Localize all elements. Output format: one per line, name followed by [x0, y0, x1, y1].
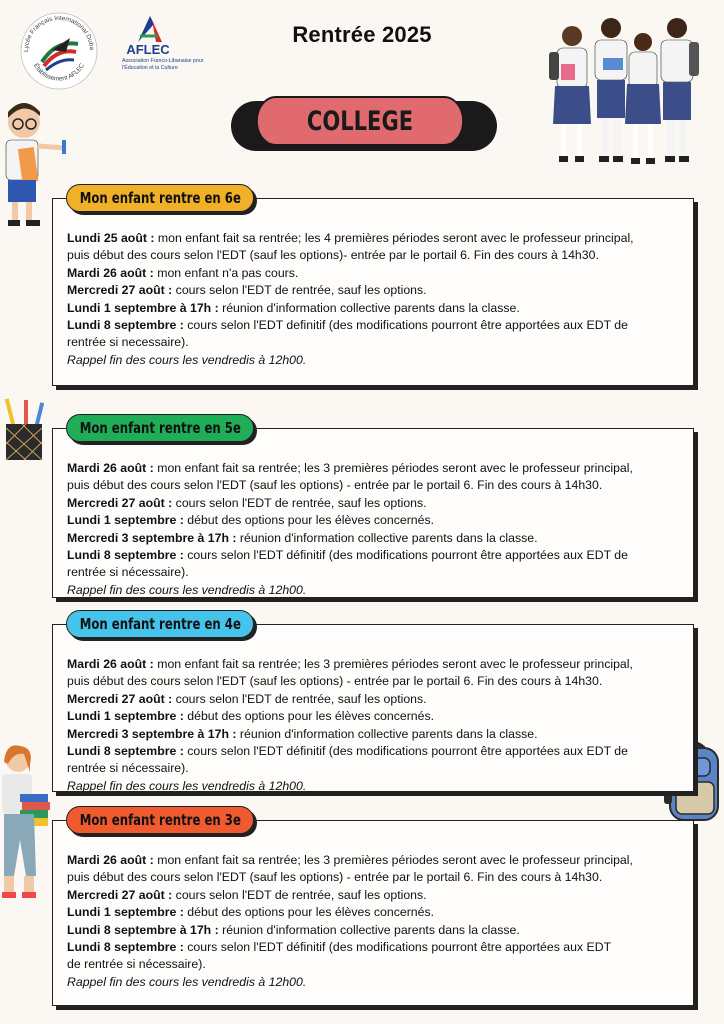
- schedule-date: Lundi 1 septembre :: [67, 905, 184, 920]
- schedule-line: [67, 887, 687, 904]
- schedule-line: [67, 743, 687, 760]
- schedule-line: [67, 477, 687, 494]
- schedule-text: cours selon l'EDT de rentrée, sauf les options.: [172, 495, 427, 510]
- schedule-date: Lundi 1 septembre :: [67, 513, 184, 528]
- schedule-text: début des options pour les élèves concernés.: [183, 513, 435, 528]
- schedule-text: puis début des cours selon l'EDT (sauf les options) - entrée par le portail 6. Fin des cours à 14h30.: [67, 674, 603, 689]
- schedule-date: Lundi 1 septembre à 17h :: [67, 300, 219, 315]
- schedule-line: [67, 869, 687, 886]
- reminder-note: Rappel fin des cours les vendredis à 12h00.: [67, 582, 307, 597]
- schedule-date: Lundi 1 septembre :: [67, 709, 184, 724]
- schedule-date: Lundi 8 septembre :: [67, 940, 184, 955]
- schedule-line: [67, 691, 687, 708]
- schedule-date: Mardi 26 août :: [67, 461, 154, 475]
- schedule-line: [67, 317, 687, 334]
- schedule-date: Lundi 8 septembre :: [67, 548, 184, 563]
- schedule-text: de rentrée si nécessaire).: [67, 957, 206, 972]
- schedule-text: cours selon l'EDT définitif (des modifications pourront être apportées aux EDT de: [183, 548, 628, 563]
- schedule-date: Lundi 8 septembre :: [67, 318, 184, 333]
- section-box: [52, 624, 694, 792]
- schedule-line: [67, 547, 687, 564]
- schedule-line: [67, 247, 687, 264]
- schedule-line: [67, 512, 687, 529]
- schedule-line: [67, 656, 687, 673]
- grade-tag: [66, 806, 254, 834]
- schedule-text: puis début des cours selon l'EDT (sauf les options)- entrée par le portail 6. Fin des cours à 14h30.: [67, 248, 599, 263]
- schedule-date: Lundi 25 août :: [67, 231, 155, 245]
- schedule-text: cours selon l'EDT de rentrée, sauf les options.: [172, 887, 427, 902]
- schedule-date: Mardi 26 août :: [67, 265, 154, 280]
- schedule-text: cours selon l'EDT de rentrée, sauf les options.: [172, 283, 427, 298]
- aflec-subtitle: Association Franco-Libanaise pour l'Éducation et la Culture: [122, 58, 204, 71]
- aflec-logo: [118, 14, 218, 84]
- pencil-cup-illustration: [2, 398, 48, 464]
- grade-tag: [66, 184, 254, 212]
- schedule-text: rentrée si necessaire).: [67, 335, 189, 350]
- students-illustration: [545, 12, 705, 170]
- schedule-line: [67, 956, 687, 973]
- schedule-text: début des options pour les élèves concernés.: [183, 709, 435, 724]
- schedule-text: mon enfant fait sa rentrée; les 3 premières périodes seront avec le professeur principal,: [153, 853, 633, 867]
- girl-illustration: [0, 742, 52, 908]
- grade-tag-label: Mon enfant rentre en 5e: [79, 419, 241, 437]
- college-banner: [227, 96, 499, 152]
- page-title: Rentrée 2025: [292, 22, 432, 47]
- schedule-text: réunion d'information collective parents dans la classe.: [236, 530, 538, 545]
- schedule-date: Mardi 26 août :: [67, 853, 154, 867]
- schedule-line: [67, 265, 687, 282]
- schedule-line: [67, 564, 687, 581]
- reminder-note: Rappel fin des cours les vendredis à 12h00.: [67, 352, 307, 367]
- schedule-text: rentrée si nécessaire).: [67, 761, 189, 776]
- schedule-date: Mercredi 3 septembre à 17h :: [67, 530, 237, 545]
- schedule-text: réunion d'information collective parents dans la classe.: [218, 300, 520, 315]
- schedule-date: Mardi 26 août :: [67, 657, 154, 671]
- schedule-text: cours selon l'EDT de rentrée, sauf les options.: [172, 691, 427, 706]
- schedule-date: Mercredi 27 août :: [67, 691, 173, 706]
- schedule-line: [67, 530, 687, 547]
- schedule-line: [67, 922, 687, 939]
- schedule-line: [67, 300, 687, 317]
- schedule-text: puis début des cours selon l'EDT (sauf les options) - entrée par le portail 6. Fin des cours à 14h30.: [67, 870, 603, 885]
- schedule-text: cours selon l'EDT définitif (des modifications pourront être apportées aux EDT: [183, 940, 612, 955]
- schedule-line: [67, 460, 687, 477]
- schedule-date: Mercredi 27 août :: [67, 283, 173, 298]
- schedule-text: mon enfant fait sa rentrée; les 4 premières périodes seront avec le professeur principal,: [154, 231, 634, 245]
- grade-tag-label: Mon enfant rentre en 3e: [79, 811, 241, 829]
- schedule-date: Mercredi 3 septembre à 17h :: [67, 726, 237, 741]
- grade-tag-label: Mon enfant rentre en 6e: [79, 189, 241, 207]
- schedule-line: [67, 230, 687, 247]
- schedule-text: début des options pour les élèves concernés.: [183, 905, 435, 920]
- schedule-date: Mercredi 27 août :: [67, 495, 173, 510]
- reminder-note: Rappel fin des cours les vendredis à 12h00.: [67, 974, 307, 989]
- schedule-line: [67, 673, 687, 690]
- schedule-line: [67, 334, 687, 351]
- schedule-date: Mercredi 27 août :: [67, 887, 173, 902]
- schedule-date: Lundi 8 septembre à 17h :: [67, 922, 219, 937]
- schedule-text: mon enfant fait sa rentrée; les 3 premières périodes seront avec le professeur principal,: [153, 461, 633, 475]
- section-box: [52, 198, 694, 386]
- lfi-logo: [18, 10, 100, 92]
- aflec-name: AFLEC: [126, 42, 170, 57]
- grade-tag: [66, 414, 254, 442]
- schedule-line: [67, 495, 687, 512]
- schedule-line: [67, 726, 687, 743]
- schedule-text: réunion d'information collective parents dans la classe.: [236, 726, 538, 741]
- schedule-line: [67, 852, 687, 869]
- college-banner-label: COLLEGE: [256, 96, 463, 146]
- grade-tag-label: Mon enfant rentre en 4e: [79, 615, 241, 633]
- schedule-text: cours selon l'EDT définitif (des modifications pourront être apportées aux EDT de: [183, 744, 628, 759]
- schedule-line: [67, 939, 687, 956]
- section-box: [52, 428, 694, 598]
- schedule-text: puis début des cours selon l'EDT (sauf les options) - entrée par le portail 6. Fin des cours à 14h30.: [67, 478, 603, 493]
- schedule-date: Lundi 8 septembre :: [67, 744, 184, 759]
- schedule-text: cours selon l'EDT definitif (des modifications pourront être apportées aux EDT de: [183, 318, 628, 333]
- schedule-text: mon enfant n'a pas cours.: [153, 265, 299, 280]
- grade-tag: [66, 610, 254, 638]
- schedule-line: [67, 282, 687, 299]
- schedule-line: [67, 760, 687, 777]
- schedule-text: mon enfant fait sa rentrée; les 3 premières périodes seront avec le professeur principal,: [153, 657, 633, 671]
- lfi-logo-text: Lycée Français International Duba: [22, 14, 96, 53]
- schedule-text: réunion d'information collective parents dans la classe.: [218, 922, 520, 937]
- schedule-line: [67, 904, 687, 921]
- reminder-note: Rappel fin des cours les vendredis à 12h00.: [67, 778, 307, 793]
- section-box: [52, 820, 694, 1006]
- lfi-logo-sub: Établissement AFLEC: [32, 62, 86, 83]
- schedule-text: rentrée si nécessaire).: [67, 565, 189, 580]
- schedule-line: [67, 708, 687, 725]
